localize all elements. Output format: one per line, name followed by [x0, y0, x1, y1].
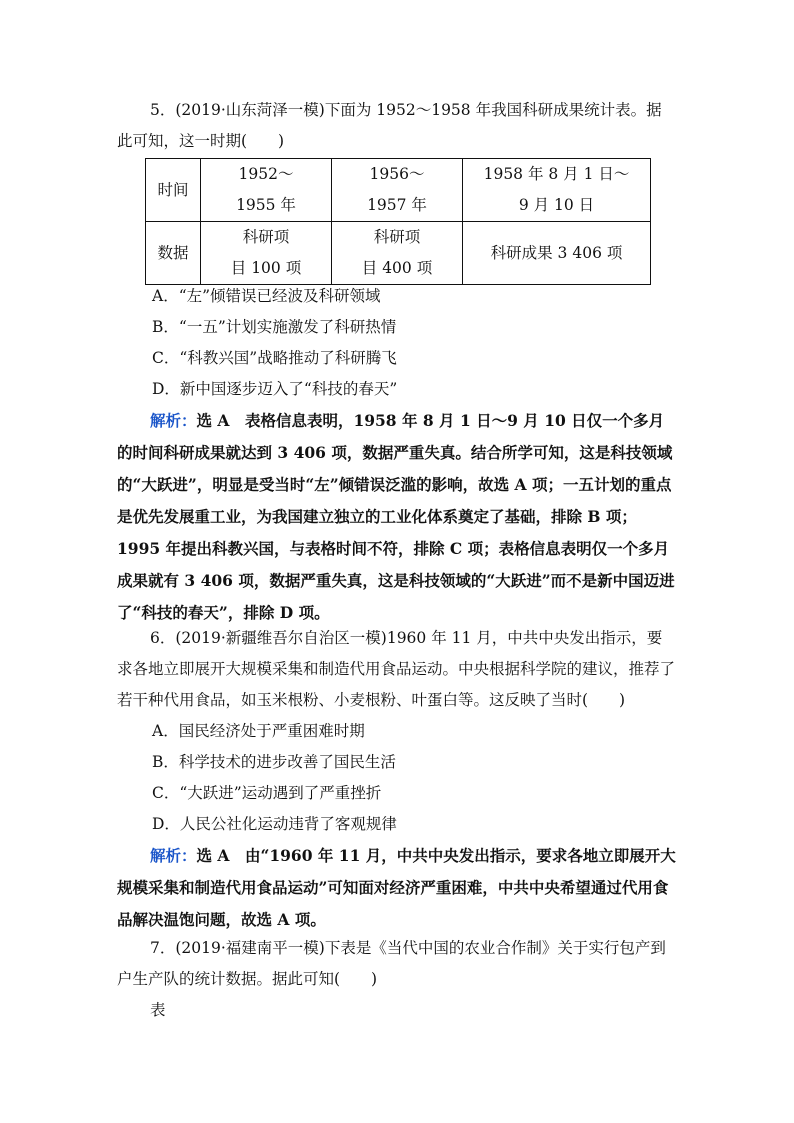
table-cell: 时间: [146, 159, 201, 222]
q7-stem: 7．(2019·福建南平一模)下表是《当代中国的农业合作制》关于实行包产到户生产队的统计数据。据此可知( ): [117, 939, 666, 988]
table-cell: 科研项 目 400 项: [332, 222, 463, 285]
q6-stem: 6．(2019·新疆维吾尔自治区一模)1960 年 11 月，中共中央发出指示，要求各地立即展开大规模采集和制造代用食品运动。中央根据科学院的建议，推荐了若干种代用食品，如玉米根粉、小麦根粉、叶蛋白等。这反映了当时( ): [117, 629, 676, 709]
explanation-label: 解析：: [150, 411, 197, 430]
q6-explanation: [117, 840, 677, 936]
table-row: [146, 159, 651, 222]
table-cell: 科研项 目 100 项: [201, 222, 332, 285]
table-row: [146, 222, 651, 285]
q5-option-b: B．“一五”计划实施激发了科研热情: [152, 318, 397, 336]
table-cell: 数据: [146, 222, 201, 285]
table-cell: 科研成果 3 406 项: [463, 222, 651, 285]
q5-table: [145, 158, 651, 285]
q5-explanation: [117, 405, 677, 629]
table-cell: 1958 年 8 月 1 日～ 9 月 10 日: [463, 159, 651, 222]
table-cell: 1952～ 1955 年: [201, 159, 332, 222]
explanation-text: 选 A 表格信息表明，1958 年 8 月 1 日～9 月 10 日仅一个多月的时间科研成果就达到 3 406 项，数据严重失真。结合所学可知，这是科技领域的“大跃进”，明显是受当时“左”倾错误泛滥的影响，故选 A 项；一五计划的重点是优先发展重工业，为我国建立独立的工业化体系奠定了基础，排除 B 项；1995 年提出科教兴国，与表格时间不符，排除 C 项；表格信息表明仅一个多月成果就有 3 406 项，数据严重失真，这是科技领域的“大跃进”而不是新中国迈进了“科技的春天”，排除 D 项。: [117, 411, 675, 622]
q5-option-c: C．“科教兴国”战略推动了科研腾飞: [152, 349, 397, 367]
q6-option-a: A．国民经济处于严重困难时期: [152, 722, 365, 740]
q7-table-caption: 表: [150, 1001, 166, 1019]
q6-option-b: B．科学技术的进步改善了国民生活: [152, 753, 396, 771]
q5-stem: 5．(2019·山东菏泽一模)下面为 1952～1958 年我国科研成果统计表。据此可知，这一时期( ): [117, 101, 662, 150]
explanation-label: 解析：: [150, 846, 197, 865]
table-cell: 1956～ 1957 年: [332, 159, 463, 222]
q5-option-d: D．新中国逐步迈入了“科技的春天”: [152, 380, 398, 398]
q6-option-c: C．“大跃进”运动遇到了严重挫折: [152, 784, 382, 802]
explanation-text: 选 A 由“1960 年 11 月，中共中央发出指示，要求各地立即展开大规模采集和制造代用食品运动”可知面对经济严重困难，中共中央希望通过代用食品解决温饱问题，故选 A 项。: [117, 846, 676, 929]
q6-option-d: D．人民公社化运动违背了客观规律: [152, 815, 397, 833]
q5-option-a: A．“左”倾错误已经波及科研领域: [152, 287, 381, 305]
